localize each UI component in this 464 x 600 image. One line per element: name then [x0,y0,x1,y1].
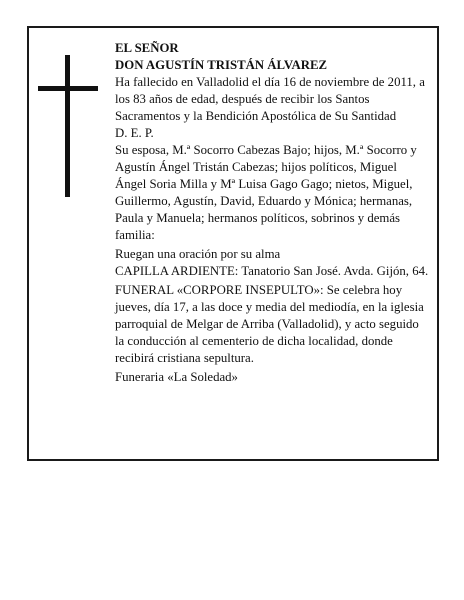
cross-vertical-bar [65,55,70,197]
prayer-request: Ruegan una oración por su alma [115,247,281,261]
obituary-text [115,40,429,386]
title-line-1: EL SEÑOR [115,41,179,55]
funeral-home: Funeraria «La Soledad» [115,370,238,384]
cross-horizontal-bar [38,86,98,91]
family-list: Su esposa, M.ª Socorro Cabezas Bajo; hijos, M.ª Socorro y Agustín Ángel Tristán Cabezas; hijos políticos, Miguel Ángel Soria Milla y Mª Luisa Gago Gago; nietos, Miguel, Guillermo, Agustín, David, Eduardo y Mónica; hermanas, Paula y Manuela; hermanos políticos, sobrinos y demás familia: [115,143,417,242]
death-announcement: Ha fallecido en Valladolid el día 16 de noviembre de 2011, a los 83 años de edad, después de recibir los Santos Sacramentos y la Bendición Apostólica de Su Santidad [115,75,425,123]
chapel-info: CAPILLA ARDIENTE: Tanatorio San José. Avda. Gijón, 64. [115,264,429,278]
deceased-name: DON AGUSTÍN TRISTÁN ÁLVAREZ [115,58,328,72]
funeral-info: FUNERAL «CORPORE INSEPULTO»: Se celebra hoy jueves, día 17, a las doce y media del mediodía, en la iglesia parroquial de Melgar de Arriba (Valladolid), y acto seguido la conducción al cementerio de dicha localidad, donde recibirá cristiana sepultura. [115,283,424,365]
dep: D. E. P. [115,126,154,140]
